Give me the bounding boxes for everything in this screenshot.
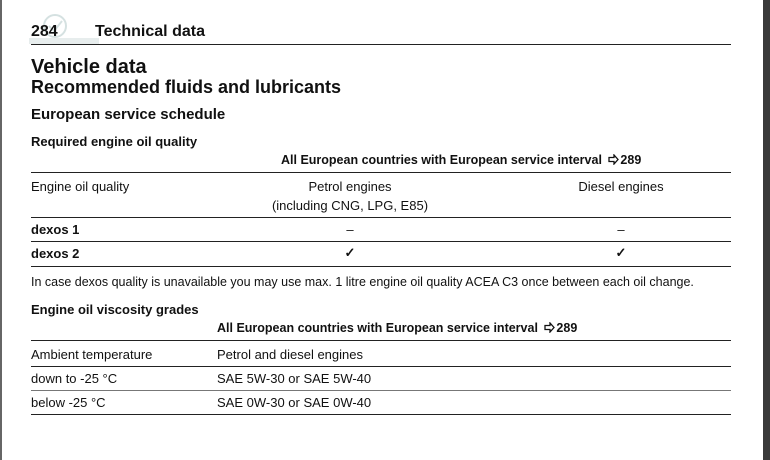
row-below-25-temp: below -25 °C bbox=[31, 395, 106, 410]
heading-service-schedule: European service schedule bbox=[31, 106, 226, 123]
span-heading-ref: 289 bbox=[620, 153, 642, 167]
table-rule bbox=[31, 266, 731, 267]
span-heading-ref: 289 bbox=[556, 321, 578, 335]
row-down-to-25-temp: down to -25 °C bbox=[31, 371, 118, 386]
span-heading-text: All European countries with European service interval bbox=[217, 321, 538, 335]
heading-vehicle-data: Vehicle data bbox=[31, 56, 147, 78]
left-edge bbox=[0, 0, 2, 460]
arrow-right-icon bbox=[608, 154, 619, 165]
heading-fluids: Recommended fluids and lubricants bbox=[31, 77, 342, 97]
viscosity-span-heading bbox=[217, 321, 577, 335]
row-dexos1-petrol: – bbox=[346, 222, 354, 237]
manual-page bbox=[31, 0, 731, 460]
check-icon: ✓ bbox=[615, 245, 627, 260]
right-edge-shadow bbox=[763, 0, 770, 460]
table-rule bbox=[31, 390, 731, 391]
col-header-ambient-temp: Ambient temperature bbox=[31, 347, 153, 362]
page-number: 284 bbox=[31, 23, 58, 40]
table-rule bbox=[31, 217, 731, 218]
row-below-25-grade: SAE 0W-30 or SAE 0W-40 bbox=[217, 395, 372, 410]
oil-quality-span-heading bbox=[281, 153, 641, 167]
table-rule bbox=[31, 172, 731, 173]
table-rule bbox=[31, 241, 731, 242]
heading-viscosity: Engine oil viscosity grades bbox=[31, 302, 199, 317]
check-icon: ✓ bbox=[344, 245, 356, 260]
dexos-note: In case dexos quality is unavailable you may use max. 1 litre engine oil quality ACEA C3 once between each oil change. bbox=[31, 275, 694, 289]
page-header bbox=[31, 22, 731, 45]
col-header-petrol: Petrol engines bbox=[308, 179, 392, 194]
table-rule bbox=[31, 366, 731, 367]
row-down-to-25-grade: SAE 5W-30 or SAE 5W-40 bbox=[217, 371, 372, 386]
row-dexos1-diesel: – bbox=[617, 222, 625, 237]
col-header-petrol-sub: (including CNG, LPG, E85) bbox=[271, 198, 429, 213]
col-header-oil-quality: Engine oil quality bbox=[31, 179, 130, 194]
row-dexos1-label: dexos 1 bbox=[31, 222, 80, 237]
section-title: Technical data bbox=[95, 23, 205, 40]
arrow-right-icon bbox=[544, 322, 555, 333]
table-rule bbox=[31, 414, 731, 415]
table-rule bbox=[31, 340, 731, 341]
heading-oil-quality: Required engine oil quality bbox=[31, 134, 198, 149]
col-header-petrol-diesel: Petrol and diesel engines bbox=[217, 347, 363, 362]
col-header-diesel: Diesel engines bbox=[578, 179, 664, 194]
span-heading-text: All European countries with European service interval bbox=[281, 153, 602, 167]
row-dexos2-label: dexos 2 bbox=[31, 246, 80, 261]
